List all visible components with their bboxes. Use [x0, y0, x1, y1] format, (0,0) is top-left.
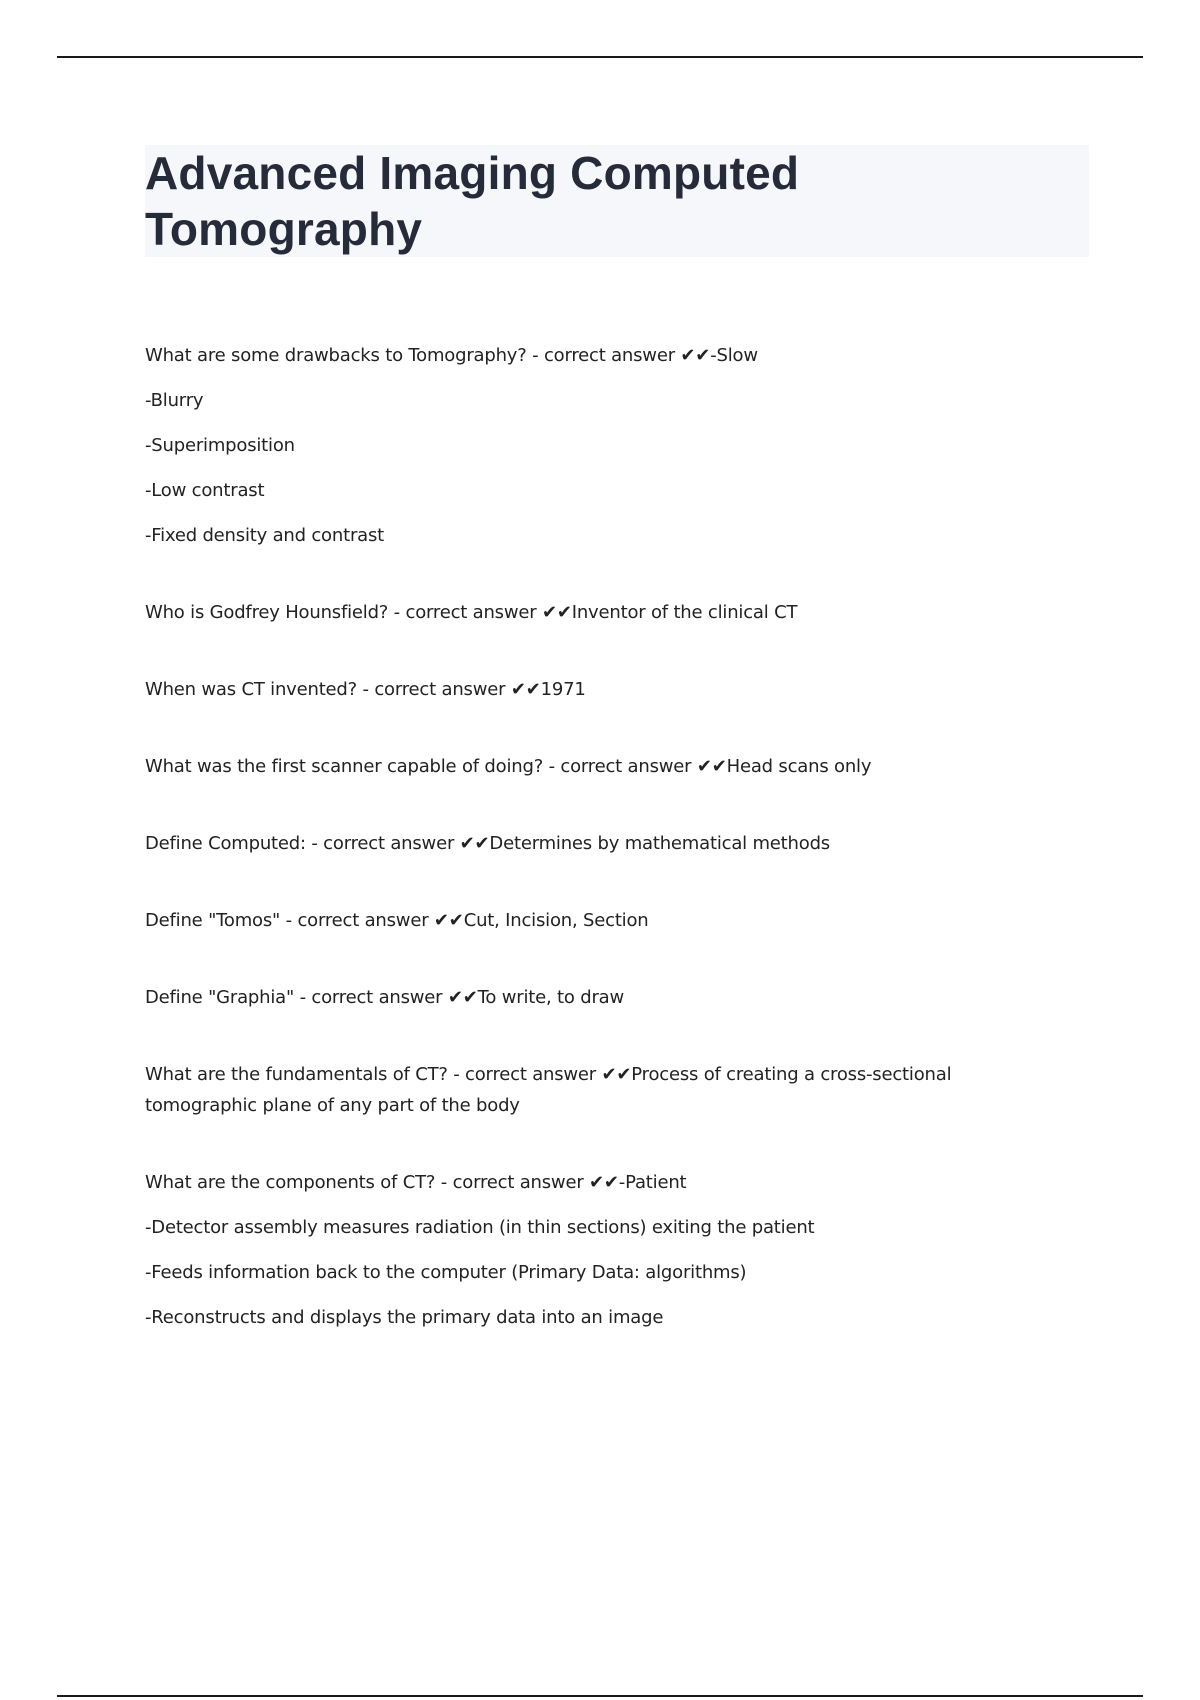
qa-line: -Low contrast	[145, 480, 265, 501]
qa-line: -Blurry	[145, 390, 204, 411]
qa-item	[145, 340, 1045, 551]
qa-line: What are the fundamentals of CT? - correct answer ✔✔Process of creating a cross-sectional tomographic plane of any part of the body	[145, 1064, 952, 1116]
qa-line: -Detector assembly measures radiation (in thin sections) exiting the patient	[145, 1217, 815, 1238]
qa-list	[145, 340, 1045, 1379]
qa-line: What are some drawbacks to Tomography? - correct answer ✔✔-Slow	[145, 345, 758, 366]
title-block	[145, 145, 1089, 257]
qa-line: -Superimposition	[145, 435, 295, 456]
qa-line: When was CT invented? - correct answer ✔✔1971	[145, 679, 586, 700]
qa-line: Define "Tomos" - correct answer ✔✔Cut, Incision, Section	[145, 910, 649, 931]
qa-item	[145, 905, 1045, 936]
qa-item	[145, 597, 1045, 628]
qa-item	[145, 1167, 1045, 1333]
top-divider	[57, 56, 1143, 58]
qa-line: -Fixed density and contrast	[145, 525, 385, 546]
bottom-divider	[57, 1695, 1143, 1697]
qa-line: -Feeds information back to the computer (Primary Data: algorithms)	[145, 1262, 747, 1283]
qa-item	[145, 982, 1045, 1013]
qa-line: What are the components of CT? - correct answer ✔✔-Patient	[145, 1172, 687, 1193]
qa-item	[145, 674, 1045, 705]
page-title: Advanced Imaging Computed Tomography	[145, 147, 800, 255]
qa-line: Define Computed: - correct answer ✔✔Determines by mathematical methods	[145, 833, 830, 854]
qa-line: Define "Graphia" - correct answer ✔✔To write, to draw	[145, 987, 625, 1008]
qa-line: What was the first scanner capable of doing? - correct answer ✔✔Head scans only	[145, 756, 872, 777]
qa-line: -Reconstructs and displays the primary data into an image	[145, 1307, 664, 1328]
qa-item	[145, 1059, 1045, 1121]
qa-line: Who is Godfrey Hounsfield? - correct answer ✔✔Inventor of the clinical CT	[145, 602, 798, 623]
qa-item	[145, 828, 1045, 859]
qa-item	[145, 751, 1045, 782]
